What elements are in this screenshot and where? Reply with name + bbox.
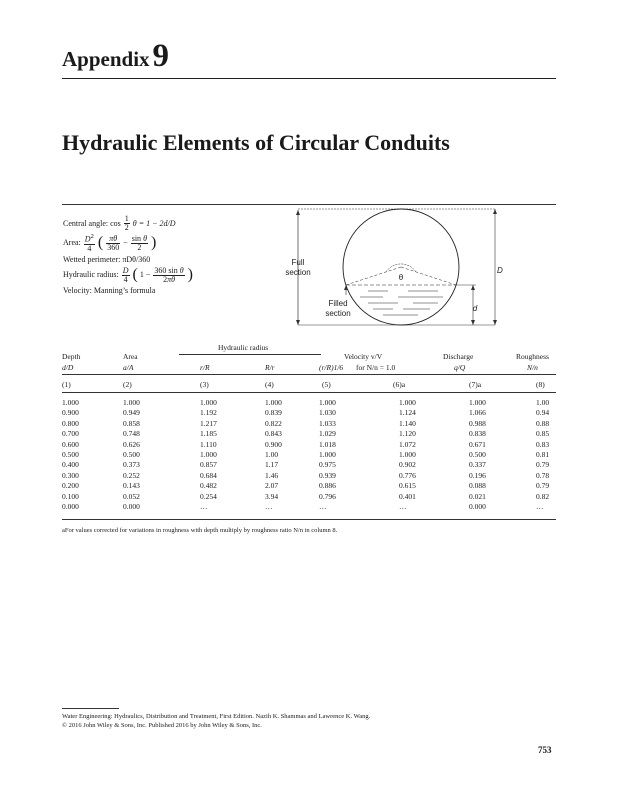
header-R-over-r: R/r bbox=[265, 363, 275, 372]
table-cell: 0.088 bbox=[469, 481, 486, 491]
appendix-word: Appendix bbox=[62, 47, 150, 71]
table-cell: 1.185 bbox=[200, 429, 217, 439]
table-cell: 1.066 bbox=[469, 408, 486, 418]
table-row bbox=[62, 481, 556, 491]
table-cell: 0.949 bbox=[123, 408, 140, 418]
table-cell: 0.857 bbox=[200, 460, 217, 470]
table-row bbox=[62, 460, 556, 470]
filled-section-label-2: section bbox=[325, 309, 351, 318]
table-cell: 1.033 bbox=[319, 418, 336, 428]
hydraulic-radius-group-rule bbox=[179, 354, 321, 355]
table-cell: 1.110 bbox=[200, 439, 217, 449]
table-cell: 0.684 bbox=[200, 470, 217, 480]
full-section-label-2: section bbox=[285, 268, 311, 277]
header-rule bbox=[62, 78, 556, 79]
hydraulic-radius-formula: Hydraulic radius: $\frac{D}{4}$ ( 1 − $\frac{\text{360 sin θ}}{2\pi\theta}$ ) bbox=[63, 265, 193, 284]
table-cell: 1.000 bbox=[62, 398, 79, 407]
credit-line-1: Water Engineering: Hydraulics, Distribution and Treatment, First Edition. Nazih K. Shammas and Lawrence K. Wang. bbox=[62, 713, 371, 720]
table-cell: 0.400 bbox=[62, 460, 79, 470]
header-discharge-bottom: q/Q bbox=[454, 363, 466, 372]
header-roughness-top: Roughness bbox=[516, 352, 549, 361]
footer-rule bbox=[62, 708, 119, 709]
header-r-over-R: r/R bbox=[200, 363, 210, 372]
table-cell: 0.200 bbox=[62, 481, 79, 491]
theta-label: θ bbox=[398, 273, 404, 282]
hydraulic-radius-group-header: Hydraulic radius bbox=[218, 343, 269, 352]
table-cell: 1.120 bbox=[399, 429, 416, 439]
table-row bbox=[62, 398, 556, 408]
table-cell: 0.482 bbox=[200, 481, 217, 491]
conduit-diagram bbox=[278, 207, 518, 331]
table-cell: 0.671 bbox=[469, 439, 486, 449]
water-hatching bbox=[360, 291, 443, 315]
table-cell: 0.88 bbox=[536, 418, 550, 428]
table-cell: … bbox=[536, 502, 544, 511]
table-cell: 1.000 bbox=[399, 450, 416, 459]
table-cell: 0.000 bbox=[62, 502, 79, 511]
table-cell: 1.072 bbox=[399, 439, 416, 449]
col-number: (8) bbox=[536, 380, 545, 389]
table-cell: … bbox=[265, 502, 273, 511]
page-title: Hydraulic Elements of Circular Conduits bbox=[62, 130, 450, 155]
table-cell: 0.615 bbox=[399, 481, 416, 491]
table-cell: 0.900 bbox=[62, 408, 79, 418]
header-velocity-top: Velocity v/V bbox=[344, 352, 383, 361]
table-cell: 0.838 bbox=[469, 429, 486, 439]
table-bottom-rule bbox=[62, 519, 556, 520]
table-cell: 0.902 bbox=[399, 460, 416, 470]
table-cell: 0.839 bbox=[265, 408, 282, 418]
table-cell: 1.140 bbox=[399, 418, 416, 428]
table-cell: … bbox=[319, 502, 327, 511]
table-cell: 0.939 bbox=[319, 470, 336, 480]
table-cell: 0.401 bbox=[399, 491, 416, 501]
table-cell: 0.94 bbox=[536, 408, 550, 418]
table-footnote: aFor values corrected for variations in roughness with depth multiply by roughness ratio N/n in column 8. bbox=[62, 527, 338, 534]
credit-line-2: © 2016 John Wiley & Sons, Inc. Published 2016 by John Wiley & Sons, Inc. bbox=[62, 722, 262, 730]
table-cell: 1.000 bbox=[200, 398, 217, 407]
page-number: 753 bbox=[538, 745, 552, 755]
table-cell: 0.858 bbox=[123, 418, 140, 428]
table-cell: 0.796 bbox=[319, 491, 336, 501]
table-row bbox=[62, 429, 556, 439]
header-discharge-top: Discharge bbox=[443, 352, 474, 361]
table-cell: 1.000 bbox=[123, 398, 140, 407]
table-row bbox=[62, 440, 556, 450]
table-cell: 1.000 bbox=[200, 450, 217, 459]
table-cell: 1.46 bbox=[265, 470, 279, 480]
d-label: d bbox=[472, 304, 478, 313]
table-cell: 1.000 bbox=[265, 398, 282, 407]
table-cell: 1.000 bbox=[319, 450, 336, 459]
col-number: (5) bbox=[322, 380, 331, 389]
col-number: (2) bbox=[123, 380, 132, 389]
header-area-bottom: a/A bbox=[123, 363, 134, 372]
table-cell: 2.07 bbox=[265, 481, 279, 491]
table-cell: 1.000 bbox=[399, 398, 416, 407]
table-row bbox=[62, 471, 556, 481]
header-r-over-R-sixth: (r/R)1/6 bbox=[319, 363, 344, 372]
table-cell: 0.373 bbox=[123, 460, 140, 470]
figure-top-rule bbox=[62, 204, 556, 205]
table-cell: … bbox=[399, 502, 407, 511]
table-cell: 0.79 bbox=[536, 460, 550, 470]
table-cell: 1.192 bbox=[200, 408, 217, 418]
table-cell: 0.886 bbox=[319, 481, 336, 491]
table-cell: 1.000 bbox=[469, 398, 486, 407]
table-cell: 0.500 bbox=[62, 450, 79, 459]
table-cell: 0.196 bbox=[469, 470, 486, 480]
table-cell: 0.143 bbox=[123, 481, 140, 491]
table-cell: … bbox=[200, 502, 208, 511]
table-colnum-rule bbox=[62, 392, 556, 393]
velocity-formula: Velocity: Manning’s formula bbox=[63, 285, 156, 295]
table-cell: 0.85 bbox=[536, 429, 550, 439]
table-cell: 1.124 bbox=[399, 408, 416, 418]
table-cell: 0.900 bbox=[265, 439, 282, 449]
table-header-rule bbox=[62, 374, 556, 375]
D-label: D bbox=[497, 266, 503, 275]
table-cell: 0.000 bbox=[469, 502, 486, 511]
filled-section-label-1: Filled bbox=[328, 299, 348, 308]
table-cell: 0.021 bbox=[469, 491, 486, 501]
table-cell: 0.843 bbox=[265, 429, 282, 439]
table-cell: 1.217 bbox=[200, 418, 217, 428]
table-cell: 0.300 bbox=[62, 470, 79, 480]
table-cell: 0.000 bbox=[123, 502, 140, 511]
table-cell: 0.800 bbox=[62, 418, 79, 428]
wetted-perimeter-formula: Wetted perimeter: πDθ/360 bbox=[63, 254, 151, 264]
area-formula: Area: $\frac{D^2}{4}$ ( $\frac{\pi\theta}{360}$ − $\frac{\text{sin θ}}{2}$ ) bbox=[63, 233, 157, 253]
table-row bbox=[62, 450, 556, 460]
table-cell: 0.700 bbox=[62, 429, 79, 439]
table-cell: 0.100 bbox=[62, 491, 79, 501]
formula-block bbox=[63, 215, 193, 298]
table-cell: 0.500 bbox=[469, 450, 486, 459]
table-cell: 1.00 bbox=[265, 450, 279, 459]
table-cell: 3.94 bbox=[265, 491, 279, 501]
col-number: (1) bbox=[62, 380, 71, 389]
table-row bbox=[62, 492, 556, 502]
table-cell: 0.79 bbox=[536, 481, 550, 491]
table-cell: 0.252 bbox=[123, 470, 140, 480]
table-cell: 0.254 bbox=[200, 491, 217, 501]
table-cell: 1.030 bbox=[319, 408, 336, 418]
full-section-label-1: Full bbox=[291, 258, 305, 267]
table-cell: 1.018 bbox=[319, 439, 336, 449]
table-cell: 0.626 bbox=[123, 439, 140, 449]
table-cell: 1.17 bbox=[265, 460, 279, 470]
table-cell: 0.748 bbox=[123, 429, 140, 439]
table-cell: 0.83 bbox=[536, 439, 550, 449]
header-roughness-bottom: N/n bbox=[527, 363, 538, 372]
header-depth-top: Depth bbox=[62, 352, 81, 361]
table-cell: 1.000 bbox=[319, 398, 336, 407]
table-cell: 0.988 bbox=[469, 418, 486, 428]
col-number: (7)a bbox=[469, 380, 482, 389]
table-cell: 0.82 bbox=[536, 491, 550, 501]
table-cell: 1.029 bbox=[319, 429, 336, 439]
table-cell: 0.600 bbox=[62, 439, 79, 449]
appendix-number: 9 bbox=[152, 38, 170, 74]
header-area-top: Area bbox=[123, 352, 138, 361]
table-cell: 0.500 bbox=[123, 450, 140, 459]
header-velocity-bottom: for N/n = 1.0 bbox=[356, 363, 396, 372]
appendix-heading bbox=[62, 38, 169, 75]
col-number: (3) bbox=[200, 380, 209, 389]
table-row bbox=[62, 419, 556, 429]
table-row bbox=[62, 502, 556, 512]
col-number: (4) bbox=[265, 380, 274, 389]
table-cell: 0.975 bbox=[319, 460, 336, 470]
table-row bbox=[62, 408, 556, 418]
table-cell: 0.822 bbox=[265, 418, 282, 428]
table-cell: 0.78 bbox=[536, 470, 550, 480]
table-cell: 0.776 bbox=[399, 470, 416, 480]
central-angle-formula: Central angle: cos $\frac{1}{2}$ θ = 1 − 2d/D bbox=[63, 214, 176, 232]
table-cell: 0.81 bbox=[536, 450, 550, 459]
col-number: (6)a bbox=[393, 380, 406, 389]
table-cell: 0.337 bbox=[469, 460, 486, 470]
table-cell: 1.00 bbox=[536, 398, 550, 407]
table-cell: 0.052 bbox=[123, 491, 140, 501]
header-depth-bottom: d/D bbox=[62, 363, 74, 372]
source-credit bbox=[62, 712, 370, 731]
